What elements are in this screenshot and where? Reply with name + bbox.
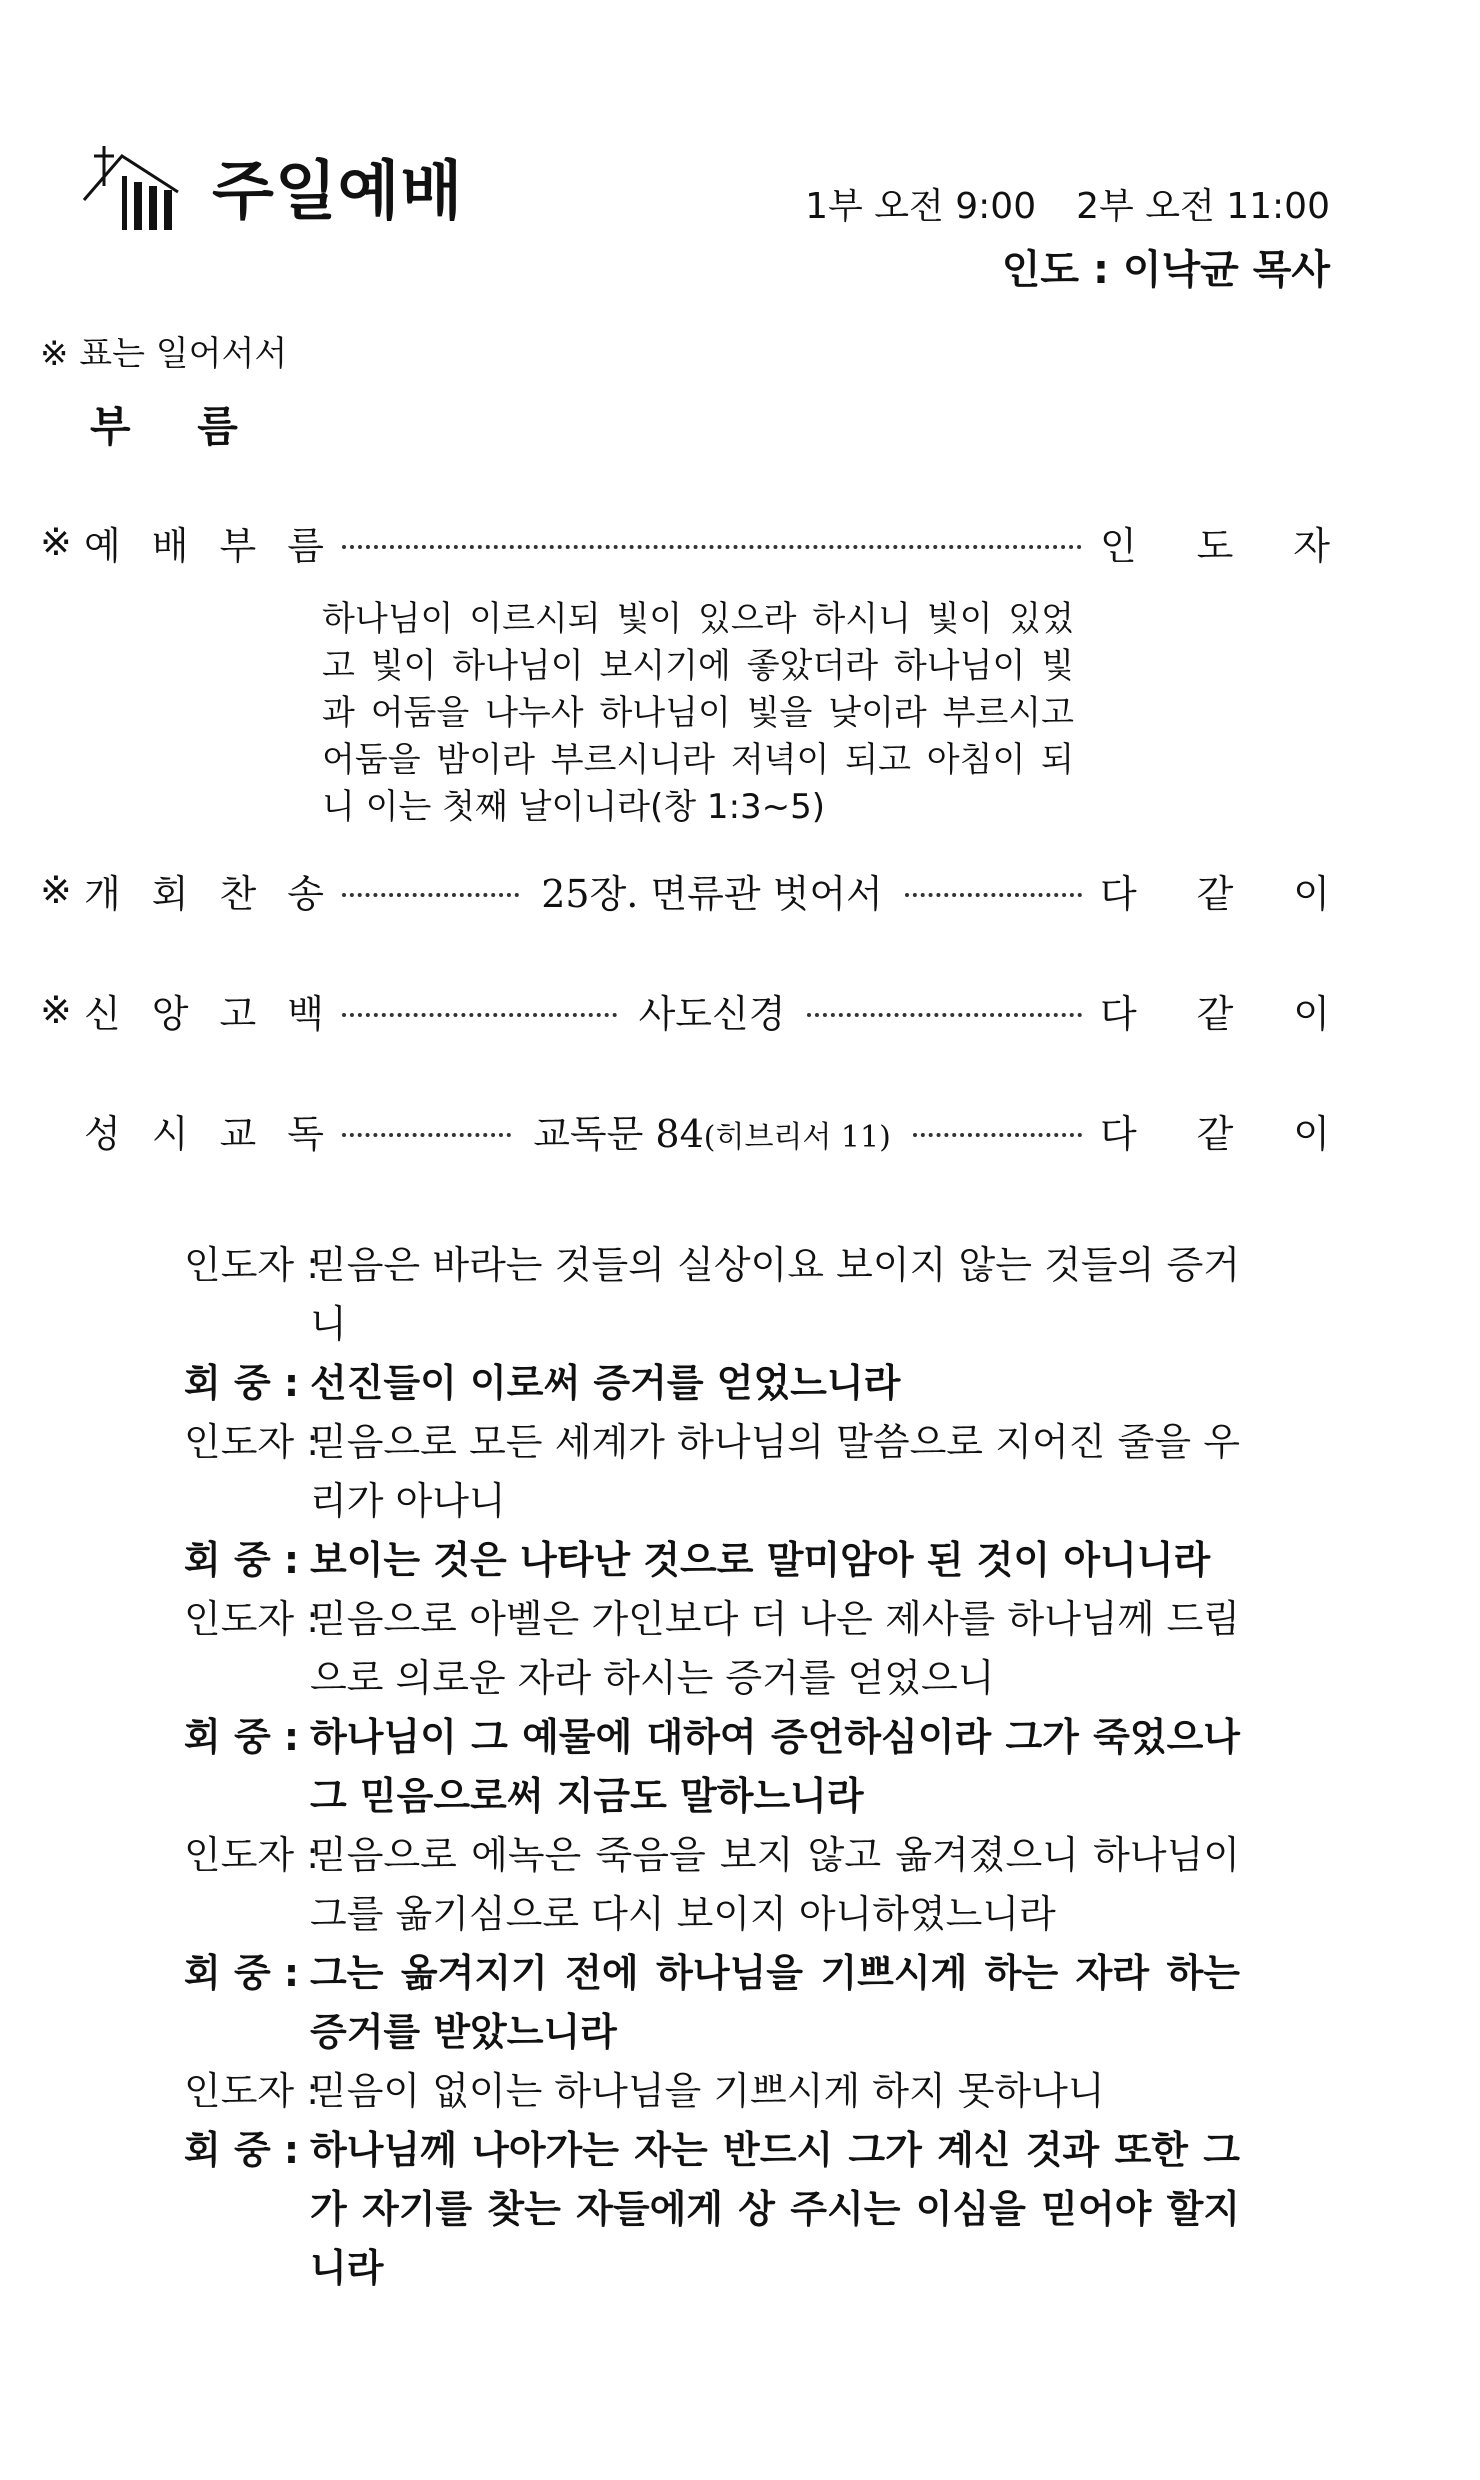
dotted-leader xyxy=(807,1013,1082,1017)
reading-line-congregation xyxy=(184,1708,1240,1826)
order-label-char: 앙 xyxy=(151,991,189,1036)
order-performer-char: 도 xyxy=(1196,523,1234,568)
service-leader: 인도 : 이낙균 목사 xyxy=(1001,247,1330,293)
reading-line-congregation xyxy=(184,2121,1240,2298)
speaker-label: 회 중 : xyxy=(184,1715,300,1759)
service-time-first: 1부 오전 9:00 xyxy=(805,186,1037,227)
order-item xyxy=(529,1103,895,1158)
order-performer xyxy=(1100,983,1330,1038)
reading-line-leader xyxy=(184,1826,1240,1944)
responsive-reading xyxy=(184,1236,1240,2298)
speaker-label: 인도자 : xyxy=(184,1833,320,1877)
order-label-char: 회 xyxy=(151,871,189,916)
order-label xyxy=(84,863,324,918)
order-row-responsive-reading xyxy=(40,1100,1330,1160)
reading-line-leader xyxy=(184,1590,1240,1708)
reading-line-congregation xyxy=(184,1531,1240,1590)
order-item-note: (히브리서 11) xyxy=(703,1119,891,1155)
dotted-leader xyxy=(342,893,519,897)
order-label-char: 예 xyxy=(84,523,121,568)
standing-mark: ※ xyxy=(40,868,72,912)
speaker-label: 회 중 : xyxy=(184,1538,300,1582)
dotted-leader xyxy=(342,1133,511,1137)
order-performer-char: 다 xyxy=(1100,991,1137,1036)
order-label-char: 성 xyxy=(84,1111,121,1156)
reading-line-congregation xyxy=(184,1944,1240,2062)
speaker-label: 회 중 : xyxy=(184,2128,300,2172)
order-performer-char: 이 xyxy=(1293,871,1330,916)
dotted-leader xyxy=(342,545,1082,549)
standing-mark: ※ xyxy=(40,520,72,564)
reading-line-leader xyxy=(184,1413,1240,1531)
speaker-label: 회 중 : xyxy=(184,1951,300,1995)
dotted-leader xyxy=(905,893,1082,897)
order-label-char: 부 xyxy=(219,523,257,568)
order-label xyxy=(84,983,324,1038)
order-label-char: 시 xyxy=(151,1111,189,1156)
order-performer-char: 자 xyxy=(1293,523,1330,568)
standing-note: ※ 표는 일어서서 xyxy=(40,334,288,374)
reading-text: 그는 옮겨지기 전에 하나님을 기쁘시게 하는 자라 하는 증거를 받았느니라 xyxy=(310,1951,1240,2054)
speaker-label: 인도자 : xyxy=(184,1420,320,1464)
order-performer-char: 인 xyxy=(1100,523,1137,568)
order-performer-char: 이 xyxy=(1293,1111,1331,1156)
order-label xyxy=(84,1103,324,1158)
reading-line-leader xyxy=(184,2062,1240,2121)
section-heading: 부 름 xyxy=(90,402,264,451)
speaker-label: 인도자 : xyxy=(184,2069,320,2113)
service-time-second: 2부 오전 11:00 xyxy=(1076,186,1330,227)
speaker-label: 인도자 : xyxy=(184,1597,320,1641)
service-times xyxy=(805,178,1330,229)
order-item-text: 교독문 84 xyxy=(533,1111,704,1156)
church-logo-icon xyxy=(82,142,180,232)
order-label xyxy=(84,515,324,570)
order-row-call-to-worship xyxy=(40,512,1330,572)
reading-text: 보이는 것은 나타난 것으로 말미암아 된 것이 아니니라 xyxy=(310,1538,1211,1582)
call-to-worship-text: 하나님이 이르시되 빛이 있으라 하시니 빛이 있었고 빛이 하나님이 보시기에 좋았더라 하나님이 빛과 어둠을 나누사 하나님이 빛을 낮이라 부르시고 어둠을 밤이라 부르시니라 저녁이 되고 아침이 되니 이는 첫째 날이니라(창 1:3~5) xyxy=(322,599,1074,827)
order-label-char: 름 xyxy=(287,523,324,568)
order-label-char: 신 xyxy=(84,991,121,1036)
order-performer xyxy=(1100,515,1330,570)
order-label-char: 교 xyxy=(219,1111,257,1156)
page-title: 주일예배 xyxy=(212,155,464,229)
reading-line-congregation xyxy=(184,1354,1240,1413)
dotted-leader xyxy=(342,1013,617,1017)
order-performer xyxy=(1100,1103,1330,1158)
reading-text: 믿음은 바라는 것들의 실상이요 보이지 않는 것들의 증거니 xyxy=(310,1243,1240,1346)
order-label-char: 독 xyxy=(287,1111,324,1156)
order-item: 25장. 면류관 벗어서 xyxy=(541,871,883,916)
reading-text: 하나님께 나아가는 자는 반드시 그가 계신 것과 또한 그가 자기를 찾는 자들에게 상 주시는 이심을 믿어야 할지니라 xyxy=(310,2128,1240,2290)
order-label-char: 찬 xyxy=(219,871,257,916)
reading-text: 믿음으로 아벨은 가인보다 더 나은 제사를 하나님께 드림으로 의로운 자라 하시는 증거를 얻었으니 xyxy=(310,1597,1240,1700)
reading-text: 하나님이 그 예물에 대하여 증언하심이라 그가 죽었으나 그 믿음으로써 지금도 말하느니라 xyxy=(310,1715,1240,1818)
order-label-char: 백 xyxy=(287,991,324,1036)
reading-text: 선진들이 이로써 증거를 얻었느니라 xyxy=(310,1361,901,1405)
order-performer-char: 다 xyxy=(1100,871,1137,916)
order-performer-char: 같 xyxy=(1196,991,1234,1036)
order-label-char: 고 xyxy=(219,991,257,1036)
speaker-label: 인도자 : xyxy=(184,1243,320,1287)
reading-text: 믿음으로 모든 세계가 하나님의 말씀으로 지어진 줄을 우리가 아나니 xyxy=(310,1420,1240,1523)
dotted-leader xyxy=(913,1133,1082,1137)
reading-text: 믿음이 없이는 하나님을 기쁘시게 하지 못하나니 xyxy=(310,2069,1105,2113)
reading-line-leader xyxy=(184,1236,1240,1354)
speaker-label: 회 중 : xyxy=(184,1361,300,1405)
order-label-char: 개 xyxy=(84,871,121,916)
order-performer-char: 같 xyxy=(1196,871,1234,916)
order-performer-char: 이 xyxy=(1293,991,1330,1036)
order-label-char: 배 xyxy=(151,523,189,568)
reading-text: 믿음으로 에녹은 죽음을 보지 않고 옮겨졌으니 하나님이 그를 옮기심으로 다시 보이지 아니하였느니라 xyxy=(310,1833,1240,1936)
order-row-opening-hymn xyxy=(40,860,1330,920)
order-row-confession-of-faith xyxy=(40,980,1330,1040)
order-performer xyxy=(1100,863,1330,918)
order-performer-char: 같 xyxy=(1196,1111,1234,1156)
standing-mark: ※ xyxy=(40,988,72,1032)
order-performer-char: 다 xyxy=(1100,1111,1137,1156)
order-item: 사도신경 xyxy=(638,991,786,1036)
order-label-char: 송 xyxy=(287,871,324,916)
